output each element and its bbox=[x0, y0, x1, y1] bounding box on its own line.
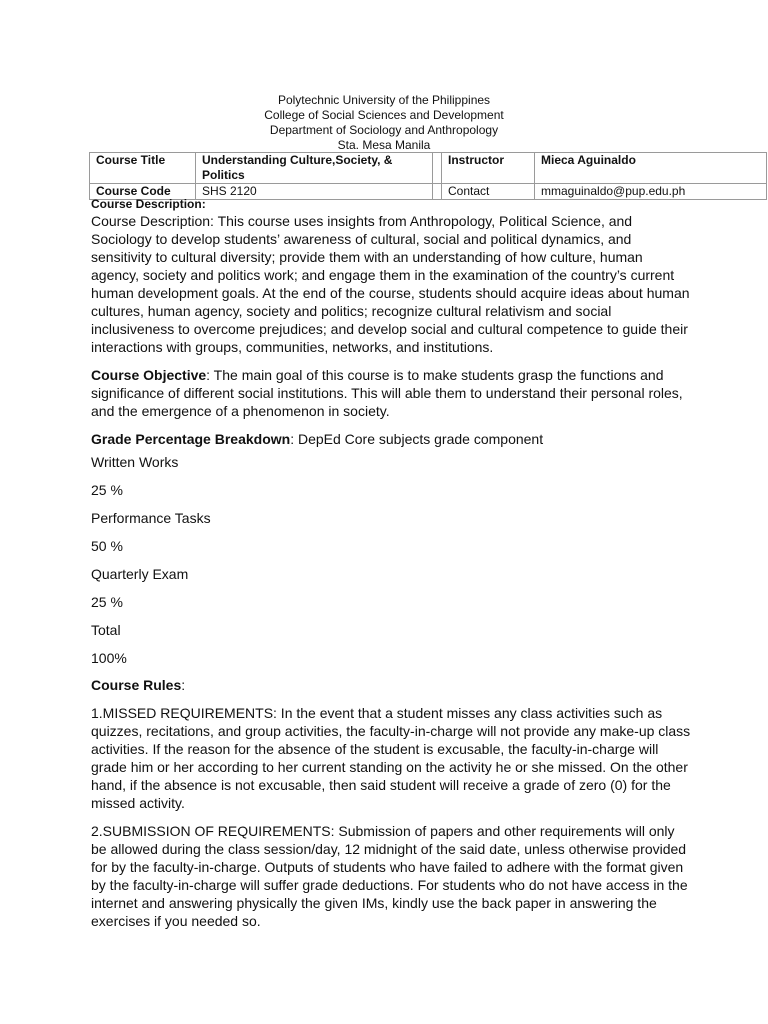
course-code-value: SHS 2120 bbox=[196, 184, 433, 200]
department-name: Department of Sociology and Anthropology bbox=[269, 123, 499, 137]
course-rules-label: Course Rules bbox=[91, 677, 182, 693]
course-rules-colon: : bbox=[181, 677, 186, 693]
grade-list bbox=[91, 448, 691, 672]
course-description-text: Course Description: This course uses insights from Anthropology, Political Science, and Sociology to develop students’ awareness of cultural, social and political dynamics, and sensitivity to cultural diversity; provide them with an understanding of how culture, human agency, society and politics work; and engage them in the examination of the country’s current human development goals. At the end of the course, students should acquire ideas about human cultures, human agency, society and politics; recognize cultural relativism and social inclusiveness to overcome prejudices; and develop social and cultural competence to guide their interactions with groups, communities, networks, and institutions. bbox=[91, 213, 690, 355]
course-objective-label: Course Objective bbox=[91, 367, 207, 383]
grade-line: Performance Tasks bbox=[91, 510, 211, 526]
course-title-value: Understanding Culture,Society, & Politics bbox=[196, 153, 433, 184]
grade-line: 25 % bbox=[91, 482, 123, 498]
course-title-label: Course Title bbox=[90, 153, 196, 184]
grade-line: Written Works bbox=[91, 454, 179, 470]
document-body bbox=[91, 198, 691, 930]
grade-line: 25 % bbox=[91, 594, 123, 610]
college-name: College of Social Sciences and Development bbox=[264, 108, 504, 122]
grade-breakdown-text: : DepEd Core subjects grade component bbox=[290, 431, 544, 447]
instructor-value: Mieca Aguinaldo bbox=[535, 153, 767, 184]
contact-label: Contact bbox=[442, 184, 535, 200]
grade-breakdown-label: Grade Percentage Breakdown bbox=[91, 431, 291, 447]
contact-value: mmaguinaldo@pup.edu.ph bbox=[535, 184, 767, 200]
grade-line: Total bbox=[91, 622, 121, 638]
university-name: Polytechnic University of the Philippines bbox=[277, 93, 491, 107]
grade-breakdown bbox=[91, 430, 691, 448]
course-objective-text: : The main goal of this course is to make students grasp the functions and significance of different social institutions. This will able them to understand their personal roles, and the emergence of a phenomenon in society. bbox=[91, 367, 683, 419]
course-info-table bbox=[89, 152, 767, 200]
table-spacer bbox=[433, 153, 442, 184]
table-row bbox=[90, 153, 767, 184]
course-objective bbox=[91, 366, 691, 420]
grade-line: Quarterly Exam bbox=[91, 566, 189, 582]
rule-submission-requirements: 2.SUBMISSION OF REQUIREMENTS: Submission of papers and other requirements will only be allowed during the class session/day, 12 midnight of the said date, unless otherwise provided for by the faculty-in-charge. Outputs of students who have failed to adhere with the format given by the faculty-in-charge will suffer grade deductions. For students who do not have access in the internet and answering physically the given IMs, kindly use the back paper in answering the exercises if you needed so. bbox=[91, 823, 688, 929]
course-description-heading: Course Description: bbox=[91, 197, 206, 211]
document-header bbox=[0, 93, 768, 153]
rule-missed-requirements: 1.MISSED REQUIREMENTS: In the event that a student misses any class activities such as quizzes, recitations, and group activities, the faculty-in-charge will not provide any make-up class activities. If the reason for the absence of the student is excusable, the faculty-in-charge will grade him or her according to her current standing on the activity he or she missed. On the other hand, if the absence is not excusable, then said student will receive a grade of zero (0) for the missed activity. bbox=[91, 705, 691, 811]
course-code-label: Course Code bbox=[90, 184, 196, 200]
instructor-label: Instructor bbox=[442, 153, 535, 184]
location: Sta. Mesa Manila bbox=[337, 138, 431, 152]
course-rules-heading bbox=[91, 676, 691, 694]
grade-line: 100% bbox=[91, 650, 127, 666]
grade-line: 50 % bbox=[91, 538, 123, 554]
